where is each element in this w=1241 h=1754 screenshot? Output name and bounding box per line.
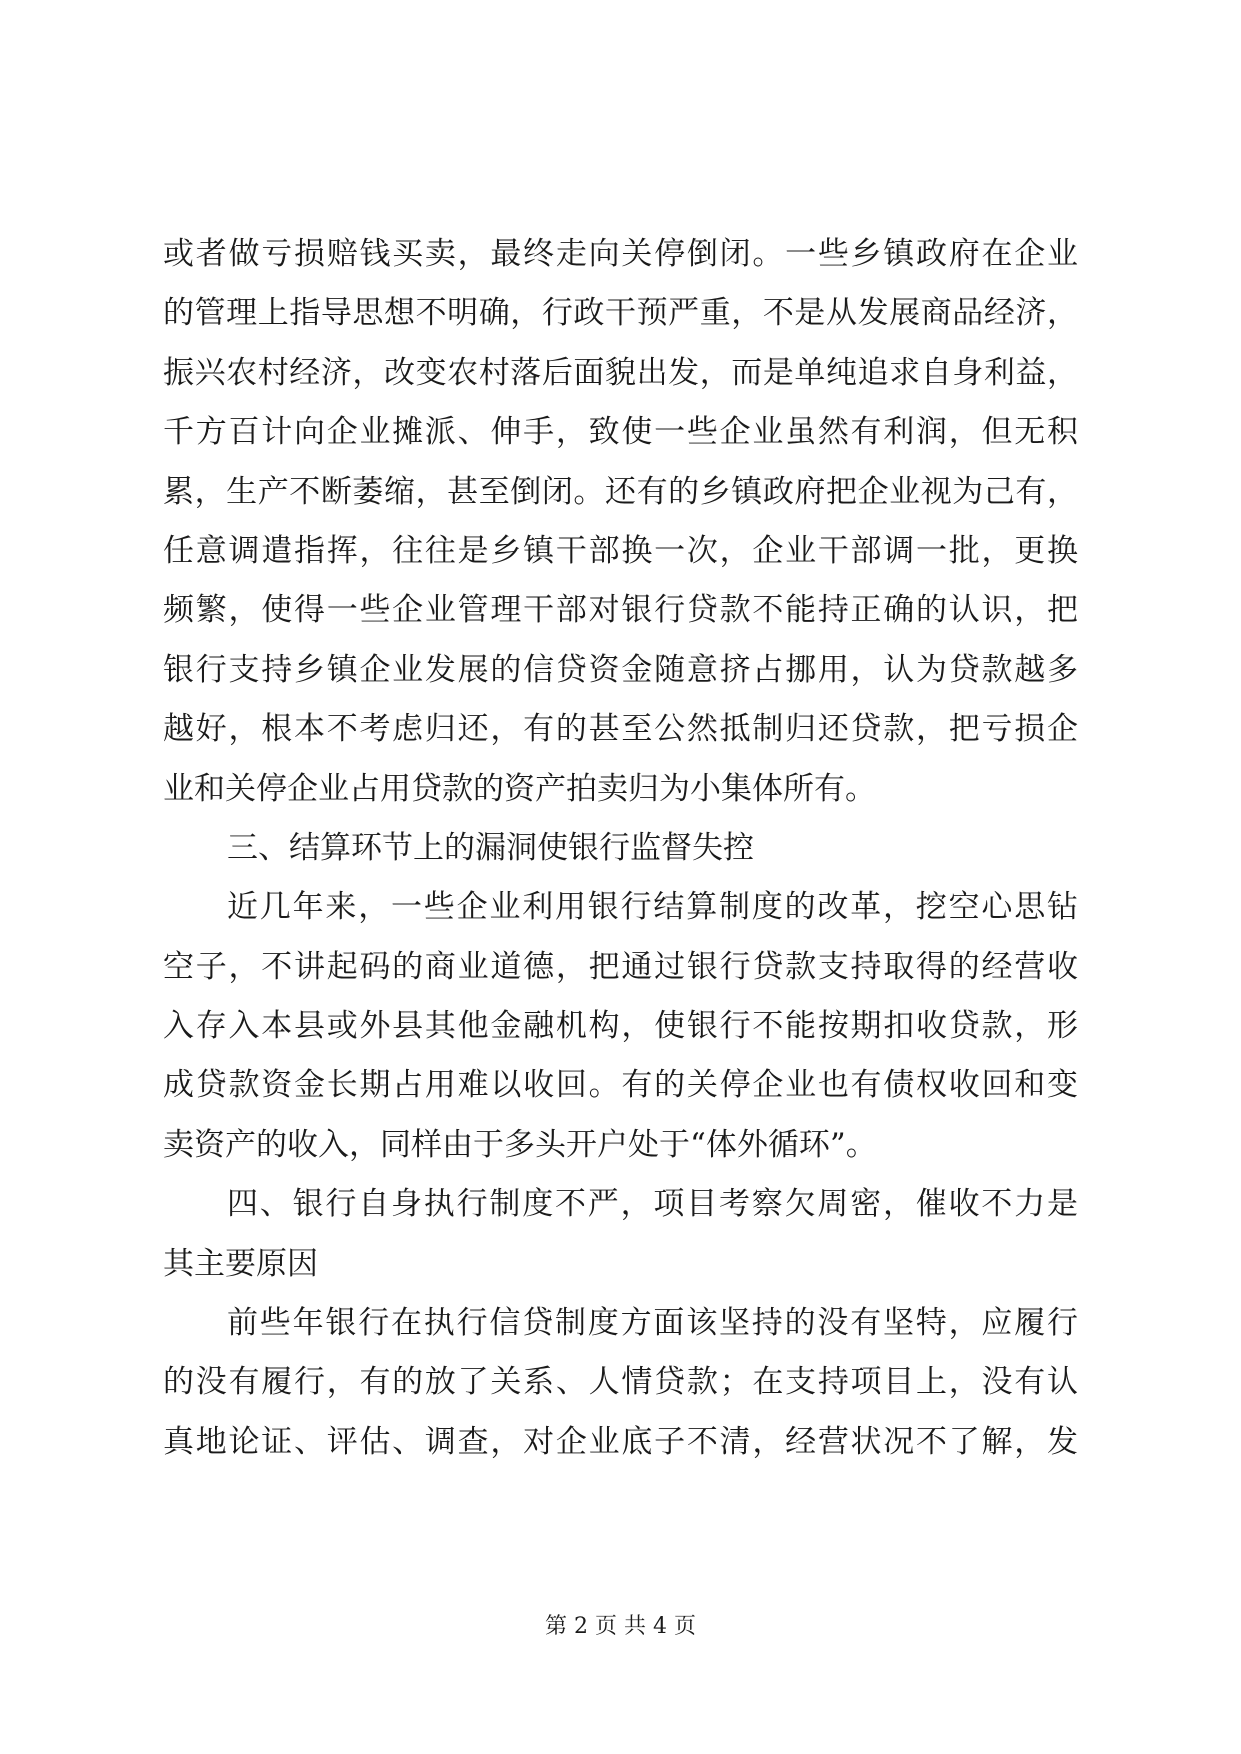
text-line: 近几年来，一些企业利用银行结算制度的改革，挖空心思钻 [227,889,1078,926]
text-line: 银行支持乡镇企业发展的信贷资金随意挤占挪用，认为贷款越多 [163,651,1078,688]
text-line: 累，生产不断萎缩，甚至倒闭。还有的乡镇政府把企业视为己有， [163,473,1078,510]
text-line: 四、银行自身执行制度不严，项目考察欠周密，催收不力是 [227,1186,1078,1223]
text-line: 空子，不讲起码的商业道德，把通过银行贷款支持取得的经营收 [163,948,1078,985]
text-line: 频繁，使得一些企业管理干部对银行贷款不能持正确的认识，把 [163,592,1078,629]
text-line: 其主要原因 [163,1245,318,1282]
text-line: 的没有履行，有的放了关系、人情贷款；在支持项目上，没有认 [163,1364,1078,1401]
text-line: 越好，根本不考虑归还，有的甚至公然抵制归还贷款，把亏损企 [163,711,1078,748]
body-text [163,225,1078,1472]
text-line: 振兴农村经济，改变农村落后面貌出发，而是单纯追求自身利益， [163,354,1078,391]
text-line: 或者做亏损赔钱买卖，最终走向关停倒闭。一些乡镇政府在企业 [163,236,1078,272]
text-line: 入存入本县或外县其他金融机构，使银行不能按期扣收贷款，形 [163,1008,1078,1045]
text-line: 真地论证、评估、调查，对企业底子不清，经营状况不了解，发 [163,1423,1078,1460]
text-line: 成贷款资金长期占用难以收回。有的关停企业也有债权收回和变 [163,1067,1078,1104]
text-line: 前些年银行在执行信贷制度方面该坚持的没有坚特，应履行 [227,1305,1078,1342]
text-line: 三、结算环节上的漏洞使银行监督失控 [227,829,754,866]
text-line: 业和关停企业占用贷款的资产拍卖归为小集体所有。 [163,770,876,807]
text-line: 任意调遣指挥，往往是乡镇干部换一次，企业干部调一批，更换 [163,532,1078,569]
text-line: 千方百计向企业摊派、伸手，致使一些企业虽然有利润，但无积 [163,414,1078,451]
page-footer: 第 2 页 共 4 页 [545,1614,696,1639]
text-line: 卖资产的收入，同样由于多头开户处于“体外循环”。 [163,1126,877,1163]
text-line: 的管理上指导思想不明确，行政干预严重，不是从发展商品经济， [163,295,1078,332]
